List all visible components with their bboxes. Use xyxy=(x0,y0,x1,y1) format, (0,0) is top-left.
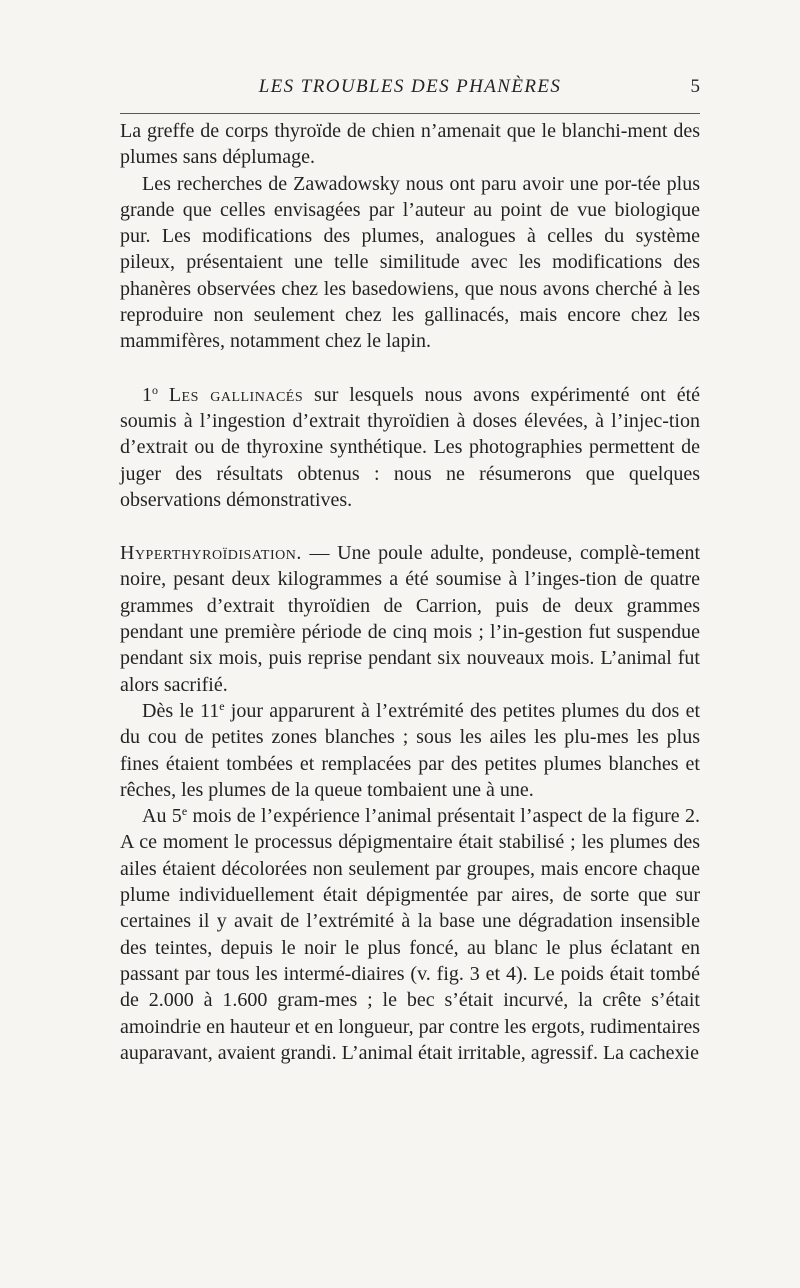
paragraph-text: Au 5 xyxy=(142,805,182,828)
paragraph-text: sur lesquels nous avons expérimenté ont été soumis à l’ingestion d’extrait thyroïdien à doses élevées, à l’injec-tion d’extrait ou de thyroxine synthétique. Les photographies permettent de juger des résultats obtenus : nous ne résumerons que quelques observations démonstratives. xyxy=(120,383,701,511)
section-heading-hyperthyroidisation: Hyperthyroïdisation. xyxy=(120,542,302,565)
paragraph-1: La greffe de corps thyroïde de chien n’amenait que le blanchi-ment des plumes sans déplumage. xyxy=(120,120,700,169)
paragraph-5 xyxy=(120,698,700,803)
page-body xyxy=(120,118,700,1066)
page-number: 5 xyxy=(690,76,700,97)
paragraph-gallinaces xyxy=(120,382,700,513)
ordinal-superscript: o xyxy=(152,382,158,397)
page-header xyxy=(120,76,700,102)
running-title: LES TROUBLES DES PHANÈRES xyxy=(258,76,562,97)
paragraph-hyperthyroidisation xyxy=(120,540,700,698)
paragraph-2: Les recherches de Zawadowsky nous ont paru avoir une por-tée plus grande que celles envisagées par l’auteur au point de vue biologique pur. Les modifications des plumes, analogues à celles du système pileux, présentaient une telle similitude avec les modifications des phanères observées chez les basedowiens, que nous avons cherché à les reproduire non seulement chez les gallinacés, mais encore chez les mammifères, notamment chez le lapin. xyxy=(120,172,700,353)
section-number: 1 xyxy=(142,383,152,406)
ordinal-superscript: e xyxy=(219,698,225,713)
paragraph-6 xyxy=(120,803,700,1066)
paragraph-text: Dès le 11 xyxy=(142,699,220,722)
paragraph-text: — Une poule adulte, pondeuse, complè-tement noire, pesant deux kilogrammes a été soumise à l’inges-tion de quatre grammes d’extrait thyroïdien de Carrion, puis de deux grammes pendant une première période de cinq mois ; l’in-gestion fut suspendue pendant six mois, puis reprise pendant six nouveaux mois. L’animal fut alors sacrifié. xyxy=(120,542,700,696)
section-heading-gallinaces: Les gallinacés xyxy=(168,383,304,406)
paragraph-text: mois de l’expérience l’animal présentait l’aspect de la figure 2. A ce moment le processus dépigmentaire était stabilisé ; les plumes des ailes étaient décolorées non seulement par groupes, mais encore chaque plume individuellement était dépigmentée par aires, de sorte que sur certaines il y avait de l’extrémité à la base une dégradation insensible des teintes, depuis le noir le plus foncé, au blanc le plus éclatant en passant par tous les intermé-diaires (v. fig. 3 et 4). Le poids était tombé de 2.000 à 1.600 gram-mes ; le bec s’était incurvé, la crête s’était amoindrie en hauteur et en longueur, par contre les ergots, rudimentaires auparavant, avaient grandi. L’animal était irritable, agressif. La cachexie xyxy=(120,805,700,1064)
paragraph-text: jour apparurent à l’extrémité des petites plumes du dos et du cou de petites zones blanches ; sous les ailes les plu-mes les plus fines étaient tombées et remplacées par des petites plumes blanches et rêches, les plumes de la queue tombaient une à une. xyxy=(120,699,700,801)
ordinal-superscript: e xyxy=(181,804,188,819)
header-rule xyxy=(120,113,700,114)
